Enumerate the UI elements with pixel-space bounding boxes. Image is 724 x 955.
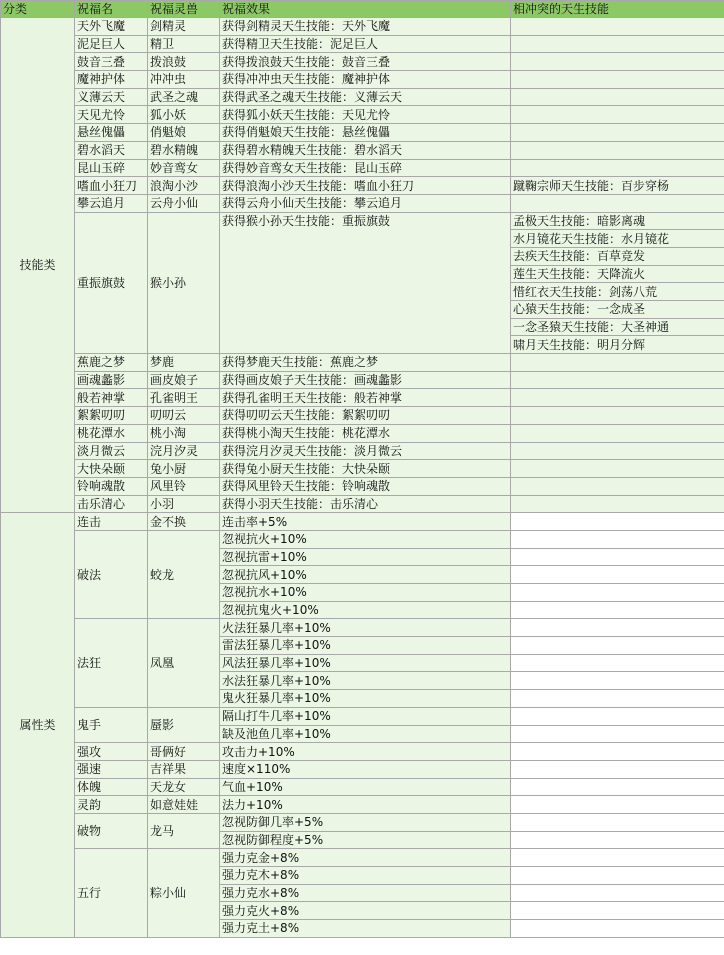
blessing-beast: 梦鹿 — [148, 354, 220, 372]
conflict-skill — [511, 71, 724, 89]
table-row — [1, 743, 724, 761]
conflict-skill: 惜红衣天生技能：剑荡八荒 — [511, 283, 724, 301]
blessing-effect: 获得狐小妖天生技能：天见尤怜 — [220, 106, 511, 124]
blessing-name: 昆山玉碎 — [75, 159, 148, 177]
blessing-name: 义薄云天 — [75, 88, 148, 106]
blessing-name: 体魄 — [75, 778, 148, 796]
blessing-effect: 获得拨浪鼓天生技能：鼓音三叠 — [220, 53, 511, 71]
blessing-effect: 隔山打牛几率+10% — [220, 707, 511, 725]
table-row — [1, 354, 724, 372]
header-category: 分类 — [1, 1, 75, 18]
blessing-name: 天外飞魔 — [75, 18, 148, 36]
blessing-name: 鼓音三叠 — [75, 53, 148, 71]
conflict-skill — [511, 760, 724, 778]
blessing-beast: 如意娃娃 — [148, 796, 220, 814]
conflict-skill: 啸月天生技能：明月分辉 — [511, 336, 724, 354]
blessing-name: 絮絮叨叨 — [75, 407, 148, 425]
blessing-beast: 小羽 — [148, 495, 220, 513]
table-row — [1, 424, 724, 442]
header-conflict: 相冲突的天生技能 — [511, 1, 724, 18]
conflict-skill: 水月镜花天生技能：水月镜花 — [511, 230, 724, 248]
blessing-effect: 获得精卫天生技能：泥足巨人 — [220, 35, 511, 53]
conflict-skill — [511, 530, 724, 548]
table-row — [1, 778, 724, 796]
blessing-name: 碧水滔天 — [75, 141, 148, 159]
blessing-effect: 获得武圣之魂天生技能：义薄云天 — [220, 88, 511, 106]
table-row — [1, 460, 724, 478]
blessing-effect: 风法狂暴几率+10% — [220, 654, 511, 672]
blessing-name: 击乐清心 — [75, 495, 148, 513]
blessing-beast: 凤凰 — [148, 619, 220, 707]
table-row — [1, 141, 724, 159]
blessing-beast: 哥俩好 — [148, 743, 220, 761]
blessing-effect: 鬼火狂暴几率+10% — [220, 690, 511, 708]
blessing-effect: 获得画皮娘子天生技能：画魂蠡影 — [220, 371, 511, 389]
table-row — [1, 194, 724, 212]
table-row — [1, 71, 724, 89]
conflict-skill: 心猿天生技能：一念成圣 — [511, 301, 724, 319]
blessing-beast: 金不换 — [148, 513, 220, 531]
conflict-skill — [511, 371, 724, 389]
blessing-effect: 获得妙音鸾女天生技能：昆山玉碎 — [220, 159, 511, 177]
blessing-effect: 连击率+5% — [220, 513, 511, 531]
blessing-effect: 忽视抗火+10% — [220, 530, 511, 548]
table-row — [1, 371, 724, 389]
blessing-name: 大快朵颐 — [75, 460, 148, 478]
blessing-effect: 获得冲冲虫天生技能：魔神护体 — [220, 71, 511, 89]
blessing-beast: 龙马 — [148, 813, 220, 848]
blessing-name: 般若神掌 — [75, 389, 148, 407]
blessing-effect: 获得叨叨云天生技能：絮絮叨叨 — [220, 407, 511, 425]
blessing-name: 强攻 — [75, 743, 148, 761]
blessing-beast: 粽小仙 — [148, 849, 220, 937]
blessing-effect: 获得孔雀明王天生技能：般若神掌 — [220, 389, 511, 407]
blessing-beast: 桃小淘 — [148, 424, 220, 442]
blessing-name: 天见尤怜 — [75, 106, 148, 124]
conflict-skill — [511, 867, 724, 885]
conflict-skill — [511, 35, 724, 53]
table-row — [1, 88, 724, 106]
conflict-skill — [511, 53, 724, 71]
conflict-skill — [511, 637, 724, 655]
conflict-skill — [511, 159, 724, 177]
blessing-beast: 兔小厨 — [148, 460, 220, 478]
conflict-skill — [511, 796, 724, 814]
blessing-name: 蕉鹿之梦 — [75, 354, 148, 372]
table-row — [1, 53, 724, 71]
table-row — [1, 760, 724, 778]
blessing-effect: 强力克土+8% — [220, 920, 511, 938]
conflict-skill — [511, 424, 724, 442]
blessing-beast: 武圣之魂 — [148, 88, 220, 106]
blessing-name: 悬丝傀儡 — [75, 124, 148, 142]
blessing-effect: 获得浪淘小沙天生技能：嗜血小狂刀 — [220, 177, 511, 195]
table-row — [1, 212, 724, 230]
blessing-effect: 获得风里铃天生技能：铃响魂散 — [220, 477, 511, 495]
blessing-name: 泥足巨人 — [75, 35, 148, 53]
conflict-skill — [511, 389, 724, 407]
blessing-effect: 获得兔小厨天生技能：大快朵颐 — [220, 460, 511, 478]
conflict-skill — [511, 548, 724, 566]
conflict-skill — [511, 88, 724, 106]
table-row — [1, 18, 724, 36]
table-row — [1, 177, 724, 195]
table-row — [1, 707, 724, 725]
table-row — [1, 796, 724, 814]
conflict-skill — [511, 513, 724, 531]
blessing-beast: 妙音鸾女 — [148, 159, 220, 177]
blessing-effect: 水法狂暴几率+10% — [220, 672, 511, 690]
conflict-skill — [511, 831, 724, 849]
table-row — [1, 849, 724, 867]
blessing-effect: 忽视抗雷+10% — [220, 548, 511, 566]
blessing-effect: 获得碧水精魄天生技能：碧水滔天 — [220, 141, 511, 159]
table-row — [1, 159, 724, 177]
header-name: 祝福名 — [75, 1, 148, 18]
conflict-skill — [511, 124, 724, 142]
blessing-beast: 精卫 — [148, 35, 220, 53]
blessing-name: 重振旗鼓 — [75, 212, 148, 354]
blessing-effect: 忽视防御程度+5% — [220, 831, 511, 849]
blessing-beast: 画皮娘子 — [148, 371, 220, 389]
blessing-beast: 蜃影 — [148, 707, 220, 742]
blessing-effect: 强力克火+8% — [220, 902, 511, 920]
blessing-beast: 浪淘小沙 — [148, 177, 220, 195]
blessing-effect: 获得梦鹿天生技能：蕉鹿之梦 — [220, 354, 511, 372]
blessing-name: 灵韵 — [75, 796, 148, 814]
conflict-skill — [511, 654, 724, 672]
blessing-beast: 猴小孙 — [148, 212, 220, 354]
conflict-skill — [511, 601, 724, 619]
conflict-skill — [511, 106, 724, 124]
blessing-effect: 法力+10% — [220, 796, 511, 814]
blessing-effect: 速度×110% — [220, 760, 511, 778]
conflict-skill — [511, 672, 724, 690]
blessing-beast: 风里铃 — [148, 477, 220, 495]
blessing-beast: 吉祥果 — [148, 760, 220, 778]
blessing-effect: 获得剑精灵天生技能：天外飞魔 — [220, 18, 511, 36]
blessing-beast: 叨叨云 — [148, 407, 220, 425]
conflict-skill — [511, 407, 724, 425]
blessing-effect: 强力克木+8% — [220, 867, 511, 885]
blessing-beast: 孔雀明王 — [148, 389, 220, 407]
table-row — [1, 813, 724, 831]
conflict-skill — [511, 354, 724, 372]
blessing-effect: 气血+10% — [220, 778, 511, 796]
blessing-name: 鬼手 — [75, 707, 148, 742]
blessing-effect: 获得云舟小仙天生技能：攀云追月 — [220, 194, 511, 212]
blessing-beast: 云舟小仙 — [148, 194, 220, 212]
table-row — [1, 35, 724, 53]
header-beast: 祝福灵兽 — [148, 1, 220, 18]
blessing-name: 铃响魂散 — [75, 477, 148, 495]
conflict-skill — [511, 141, 724, 159]
conflict-skill — [511, 566, 724, 584]
blessing-effect: 强力克金+8% — [220, 849, 511, 867]
table-row — [1, 495, 724, 513]
table-row — [1, 530, 724, 548]
blessing-effect: 获得俏魁娘天生技能：悬丝傀儡 — [220, 124, 511, 142]
conflict-skill — [511, 18, 724, 36]
table-row — [1, 513, 724, 531]
conflict-skill — [511, 884, 724, 902]
blessing-beast: 狐小妖 — [148, 106, 220, 124]
blessing-name: 连击 — [75, 513, 148, 531]
blessing-effect: 获得小羽天生技能：击乐清心 — [220, 495, 511, 513]
table-row — [1, 407, 724, 425]
blessing-beast: 拨浪鼓 — [148, 53, 220, 71]
blessing-name: 攀云追月 — [75, 194, 148, 212]
blessing-effect: 忽视防御几率+5% — [220, 813, 511, 831]
blessing-beast: 冲冲虫 — [148, 71, 220, 89]
blessing-beast: 剑精灵 — [148, 18, 220, 36]
blessing-beast: 碧水精魄 — [148, 141, 220, 159]
conflict-skill — [511, 584, 724, 602]
blessing-effect: 雷法狂暴几率+10% — [220, 637, 511, 655]
conflict-skill — [511, 690, 724, 708]
conflict-skill — [511, 849, 724, 867]
blessing-beast: 天龙女 — [148, 778, 220, 796]
conflict-skill — [511, 813, 724, 831]
blessing-name: 法狂 — [75, 619, 148, 707]
table-row — [1, 619, 724, 637]
conflict-skill — [511, 442, 724, 460]
header-row — [1, 1, 724, 18]
blessing-effect: 强力克水+8% — [220, 884, 511, 902]
blessing-name: 五行 — [75, 849, 148, 937]
blessing-effect: 获得桃小淘天生技能：桃花潭水 — [220, 424, 511, 442]
conflict-skill — [511, 477, 724, 495]
conflict-skill — [511, 194, 724, 212]
blessing-effect: 忽视抗鬼火+10% — [220, 601, 511, 619]
blessing-name: 桃花潭水 — [75, 424, 148, 442]
conflict-skill: 孟极天生技能：暗影离魂 — [511, 212, 724, 230]
conflict-skill: 一念圣猿天生技能：大圣神通 — [511, 318, 724, 336]
conflict-skill — [511, 743, 724, 761]
category-cell: 技能类 — [1, 18, 75, 513]
header-effect: 祝福效果 — [220, 1, 511, 18]
blessing-beast: 浣月汐灵 — [148, 442, 220, 460]
table-row — [1, 124, 724, 142]
category-cell: 属性类 — [1, 513, 75, 938]
conflict-skill — [511, 707, 724, 725]
blessing-effect: 忽视抗水+10% — [220, 584, 511, 602]
table-row — [1, 477, 724, 495]
blessing-effect: 火法狂暴几率+10% — [220, 619, 511, 637]
conflict-skill — [511, 495, 724, 513]
blessing-name: 魔神护体 — [75, 71, 148, 89]
table-row — [1, 389, 724, 407]
conflict-skill — [511, 920, 724, 938]
conflict-skill — [511, 778, 724, 796]
blessing-name: 嗜血小狂刀 — [75, 177, 148, 195]
conflict-skill: 去疾天生技能：百草竞发 — [511, 247, 724, 265]
conflict-skill — [511, 725, 724, 743]
blessing-beast: 蛟龙 — [148, 530, 220, 618]
conflict-skill — [511, 902, 724, 920]
blessing-name: 破物 — [75, 813, 148, 848]
conflict-skill — [511, 460, 724, 478]
table-row — [1, 106, 724, 124]
blessing-beast: 俏魁娘 — [148, 124, 220, 142]
blessing-name: 画魂蠡影 — [75, 371, 148, 389]
conflict-skill: 莲生天生技能：天降流火 — [511, 265, 724, 283]
blessing-effect: 攻击力+10% — [220, 743, 511, 761]
blessing-effect: 缺及池鱼几率+10% — [220, 725, 511, 743]
blessing-effect: 忽视抗风+10% — [220, 566, 511, 584]
blessing-effect: 获得猴小孙天生技能：重振旗鼓 — [220, 212, 511, 354]
table-row — [1, 442, 724, 460]
blessing-name: 破法 — [75, 530, 148, 618]
blessing-name: 淡月微云 — [75, 442, 148, 460]
conflict-skill — [511, 619, 724, 637]
conflict-skill: 蹴鞠宗师天生技能：百步穿杨 — [511, 177, 724, 195]
blessing-name: 强速 — [75, 760, 148, 778]
blessing-effect: 获得浣月汐灵天生技能：淡月微云 — [220, 442, 511, 460]
table-body — [1, 18, 724, 938]
